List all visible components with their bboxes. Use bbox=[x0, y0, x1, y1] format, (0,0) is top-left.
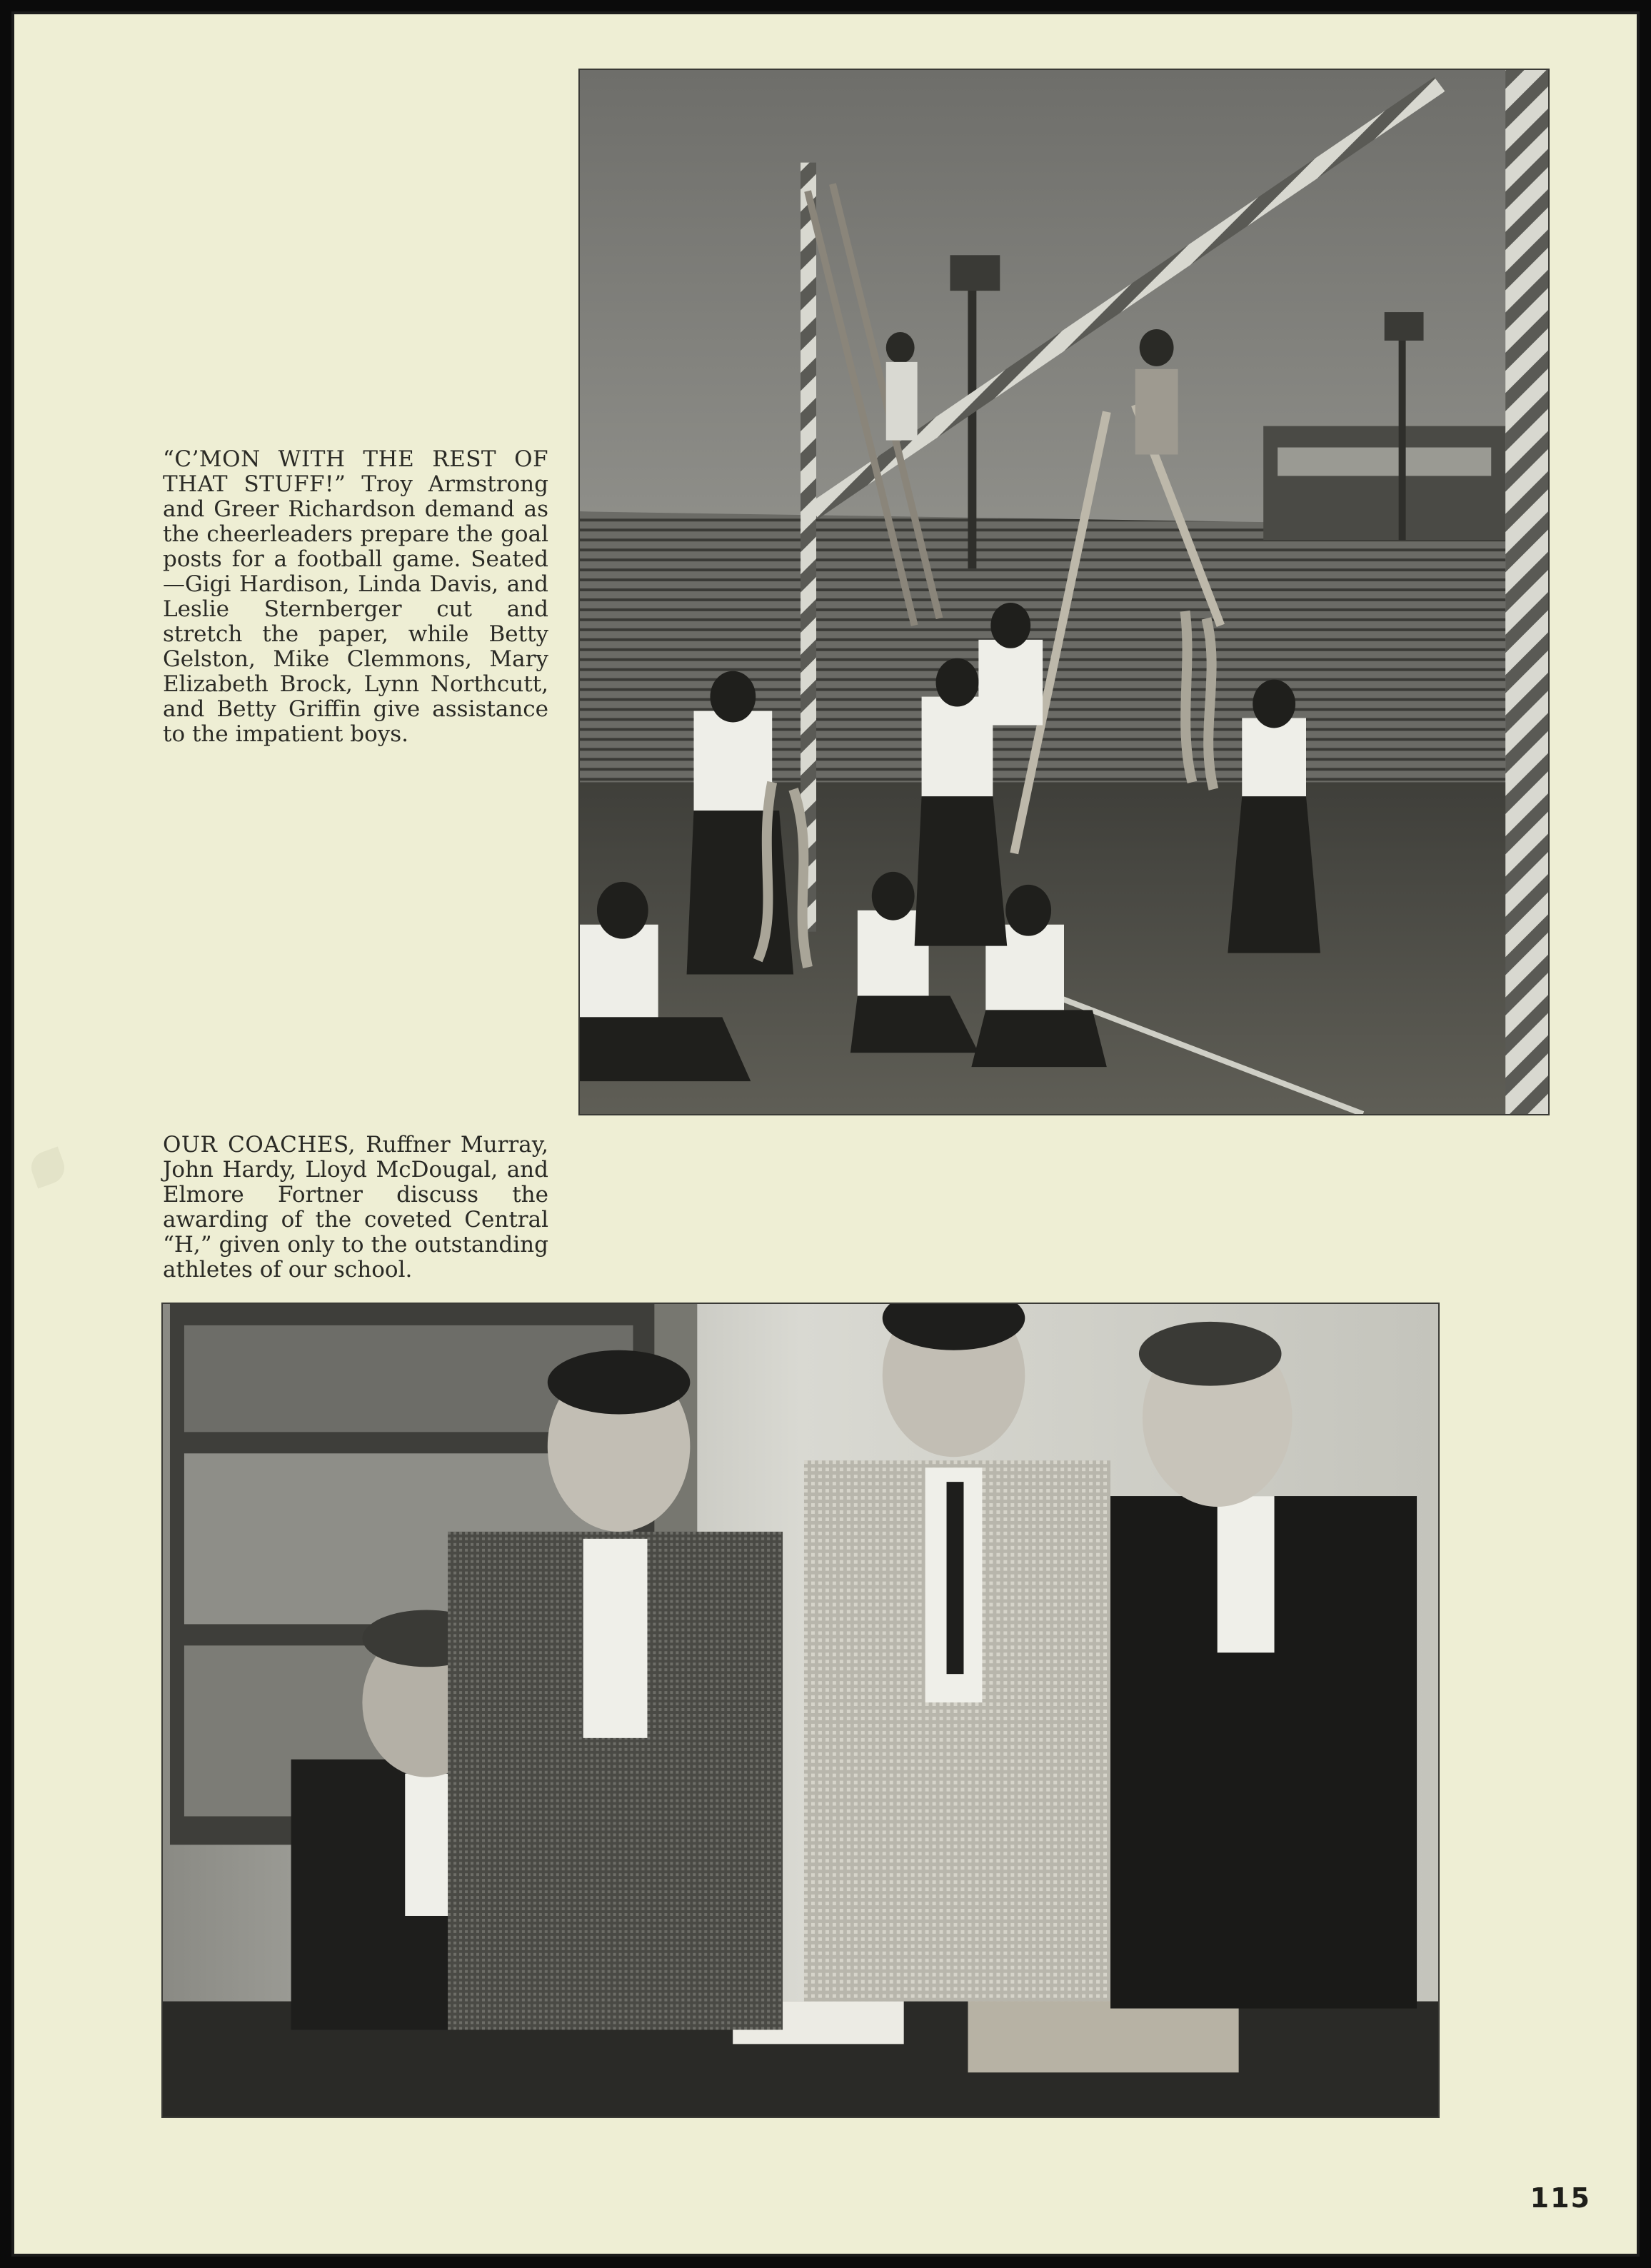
caption-lead: OUR COACHES, bbox=[163, 1132, 356, 1158]
caption-body: Ruffner Murray, John Hardy, Lloyd McDougal, and Elmore Fortner discuss the awarding of the coveted Central “H,” given only to the outstanding athletes of our school. bbox=[163, 1132, 548, 1283]
caption-lead: “C’MON WITH THE REST OF THAT STUFF!” bbox=[163, 446, 548, 497]
coaches-photo-illustration bbox=[163, 1304, 1438, 2117]
goalpost-photo-caption bbox=[163, 447, 548, 747]
caption-body: Troy Armstrong and Greer Richardson demand as the cheerleaders prepare the goal posts for a football game. Seated—Gigi Hardison, Linda Davis, and Leslie Sternberger cut and stretch the paper, while Betty Gelston, Mike Clemmons, Mary Elizabeth Brock, Lynn Northcutt, and Betty Griffin give assistance to the impatient boys. bbox=[163, 471, 548, 747]
coaches-photo bbox=[161, 1303, 1440, 2118]
goalpost-photo-illustration bbox=[580, 70, 1548, 1114]
yearbook-page bbox=[11, 11, 1640, 2257]
page-number: 115 bbox=[1530, 2182, 1591, 2214]
cheerleaders-goalpost-photo bbox=[578, 69, 1550, 1115]
coaches-photo-caption bbox=[163, 1133, 548, 1283]
paper-blemish bbox=[27, 1147, 69, 1189]
